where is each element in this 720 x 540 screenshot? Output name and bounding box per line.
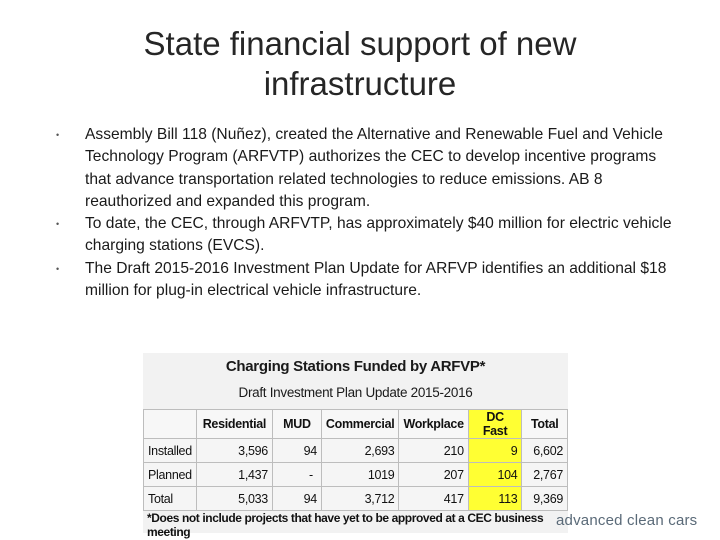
table-cell: 1,437 (196, 463, 272, 487)
column-header: MUD (272, 410, 321, 439)
table-cell: 2,693 (321, 439, 399, 463)
funding-table (143, 409, 568, 511)
table-cell: 94 (272, 439, 321, 463)
advanced-clean-cars-logo: advanced clean cars (556, 512, 698, 529)
table-cell: 417 (399, 487, 468, 511)
table-cell: 207 (399, 463, 468, 487)
column-header (144, 410, 197, 439)
table-cell: 94 (272, 487, 321, 511)
column-header: Total (522, 410, 568, 439)
funding-table-image (143, 353, 568, 539)
bullet-marker: • (56, 130, 60, 140)
bullet-marker: • (56, 263, 60, 274)
table-cell: 113 (468, 487, 522, 511)
table-cell: 6,602 (522, 439, 568, 463)
table-cell: 210 (399, 439, 468, 463)
table-cell: 9,369 (522, 487, 568, 511)
slide-title: State financial support of new infrastructure (143, 25, 577, 102)
bullet-marker: • (56, 219, 60, 230)
table-cell: 2,767 (522, 463, 568, 487)
bullet-item (54, 258, 674, 303)
bullet-item (54, 213, 674, 258)
row-label: Planned (144, 463, 197, 487)
bullet-list (54, 124, 674, 302)
table-row (144, 439, 568, 463)
row-label: Installed (144, 439, 197, 463)
table-footnote: *Does not include projects that have yet to be approved at a CEC business meeting (147, 511, 544, 539)
column-header: Commercial (321, 410, 399, 439)
table-cell: 9 (468, 439, 522, 463)
table-cell: 3,712 (321, 487, 399, 511)
table-cell: 5,033 (196, 487, 272, 511)
column-header: Residential (196, 410, 272, 439)
table-cell: 104 (468, 463, 522, 487)
bullet-text: Assembly Bill 118 (Nuñez), created the Alternative and Renewable Fuel and Vehicle Technology Program (ARFVTP) authorizes the CEC to develop incentive programs that advance transportation related technologies to reduce emissions. AB 8 reauthorized and expanded this program. (85, 126, 663, 210)
table-cell: 1019 (321, 463, 399, 487)
table-title: Charging Stations Funded by ARFVP* (225, 357, 486, 375)
table-cell: 3,596 (196, 439, 272, 463)
bullet-text: To date, the CEC, through ARFVTP, has approximately $40 million for electric vehicle charging stations (EVCS). (85, 215, 672, 255)
table-header-row (144, 410, 568, 439)
table-cell: - (272, 463, 321, 487)
table-subtitle: Draft Investment Plan Update 2015-2016 (238, 384, 473, 400)
column-header: Workplace (399, 410, 468, 439)
column-header: DC Fast (468, 410, 522, 439)
bullet-item (54, 124, 674, 213)
table-row (144, 487, 568, 511)
table-row (144, 463, 568, 487)
row-label: Total (144, 487, 197, 511)
bullet-text: The Draft 2015-2016 Investment Plan Update for ARFVP identifies an additional $18 million for plug-in electrical vehicle infrastructure. (85, 259, 667, 300)
